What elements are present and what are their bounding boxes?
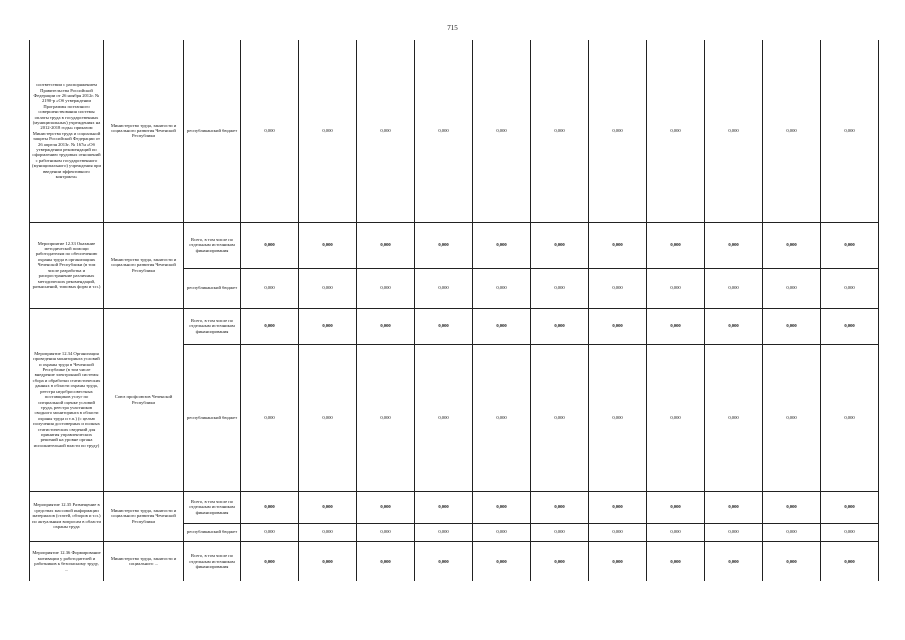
responsible-cell: Министерство труда, занятости и социального ... (104, 541, 184, 581)
amount-cell: 0,000 (531, 541, 589, 581)
amount-cell: 0,000 (473, 523, 531, 541)
amount-cell: 0,000 (415, 344, 473, 491)
amount-cell: 0,000 (473, 541, 531, 581)
amount-cell: 0,000 (299, 523, 357, 541)
amount-cell: 0,000 (589, 491, 647, 523)
amount-cell: 0,000 (299, 268, 357, 308)
amount-cell: 0,000 (241, 40, 299, 222)
budget-table (29, 40, 879, 581)
amount-cell: 0,000 (647, 344, 705, 491)
amount-cell: 0,000 (705, 268, 763, 308)
amount-cell: 0,000 (589, 268, 647, 308)
amount-cell: 0,000 (821, 222, 879, 268)
amount-cell: 0,000 (473, 491, 531, 523)
funding-source-cell: Всего, в том числе по отдельным источникам финансирования (184, 541, 241, 581)
amount-cell: 0,000 (705, 491, 763, 523)
responsible-cell: Союз профсоюзов Чеченской Республики (104, 308, 184, 491)
amount-cell: 0,000 (763, 541, 821, 581)
amount-cell: 0,000 (763, 268, 821, 308)
amount-cell: 0,000 (415, 222, 473, 268)
amount-cell: 0,000 (241, 268, 299, 308)
amount-cell: 0,000 (531, 40, 589, 222)
amount-cell: 0,000 (821, 541, 879, 581)
amount-cell: 0,000 (763, 491, 821, 523)
amount-cell: 0,000 (705, 40, 763, 222)
amount-cell: 0,000 (705, 222, 763, 268)
amount-cell: 0,000 (299, 308, 357, 344)
amount-cell: 0,000 (589, 222, 647, 268)
event-cell: Мероприятие 12.36 Формирование мотивации у работодателей и работников к безопасному труду, ... (30, 541, 104, 581)
amount-cell: 0,000 (241, 344, 299, 491)
amount-cell: 0,000 (531, 491, 589, 523)
amount-cell: 0,000 (299, 491, 357, 523)
amount-cell: 0,000 (647, 541, 705, 581)
amount-cell: 0,000 (763, 344, 821, 491)
amount-cell: 0,000 (821, 523, 879, 541)
funding-source-cell: республиканский бюджет (184, 523, 241, 541)
amount-cell: 0,000 (357, 40, 415, 222)
table-row (30, 491, 879, 523)
amount-cell: 0,000 (299, 541, 357, 581)
amount-cell: 0,000 (241, 308, 299, 344)
event-cell: Мероприятие 12.33 Оказание методической помощи работодателям по обеспечению охраны труда в организациях Чеченской Республики (в том числе разработка и распространение различных методических рекомендаций, разъяснений, типовых форм и т.п.) (30, 222, 104, 308)
page-number: 715 (447, 24, 458, 32)
table-row (30, 222, 879, 268)
event-cell: Мероприятие 12.35 Размещение в средствах массовой информации материалов (статей, обзоров и т.п.) по актуальным вопросам в области охраны труда (30, 491, 104, 541)
budget-table-body (30, 40, 879, 581)
amount-cell: 0,000 (241, 523, 299, 541)
amount-cell: 0,000 (415, 268, 473, 308)
amount-cell: 0,000 (705, 523, 763, 541)
amount-cell: 0,000 (763, 40, 821, 222)
funding-source-cell: Всего, в том числе по отдельным источникам финансирования (184, 491, 241, 523)
amount-cell: 0,000 (705, 344, 763, 491)
amount-cell: 0,000 (647, 308, 705, 344)
table-row (30, 40, 879, 222)
amount-cell: 0,000 (473, 222, 531, 268)
amount-cell: 0,000 (241, 541, 299, 581)
funding-source-cell: Всего, в том числе по отдельным источникам финансирования (184, 308, 241, 344)
funding-source-cell: Всего, в том числе по отдельным источникам финансирования (184, 222, 241, 268)
amount-cell: 0,000 (357, 541, 415, 581)
event-cell: Мероприятие 12.34 Организация проведения мониторинга условий и охраны труда в Чеченской Республике (в том числе внедрение электронной системы сбора и обработки статистических данных в области охраны труда, реестра недобросовестных поставщиков услуг по специальной оценке условий труда, реестра участников сводного мониторинга в области охраны труда и т.п.) (с целью получения достоверных и полных статистических сведений для принятия управленческих решений на уровне органа исполнительной власти по труду) (30, 308, 104, 491)
amount-cell: 0,000 (589, 40, 647, 222)
responsible-cell: Министерство труда, занятости и социального развития Чеченской Республики (104, 491, 184, 541)
amount-cell: 0,000 (415, 40, 473, 222)
amount-cell: 0,000 (531, 268, 589, 308)
amount-cell: 0,000 (357, 491, 415, 523)
amount-cell: 0,000 (473, 40, 531, 222)
funding-source-cell: республиканский бюджет (184, 268, 241, 308)
amount-cell: 0,000 (357, 222, 415, 268)
amount-cell: 0,000 (705, 308, 763, 344)
amount-cell: 0,000 (473, 268, 531, 308)
event-cell: соответствии с распоряжением Правительства Российской Федерации от 26 ноября 2012г. № 2190-р «Об утверждении Программы поэтапного совершенствования системы оплаты труда в государственных (муниципальных) учреждениях на 2012-2018 годы» приказом Министерства труда и социальной защиты Российской Федерации от 26 апреля 2013г. № 167н «Об утверждении рекомендаций по оформлению трудовых отношений с работником государственного (муниципального) учреждения при введении эффективного контракта» (30, 40, 104, 222)
amount-cell: 0,000 (531, 344, 589, 491)
amount-cell: 0,000 (415, 541, 473, 581)
amount-cell: 0,000 (763, 523, 821, 541)
amount-cell: 0,000 (647, 268, 705, 308)
amount-cell: 0,000 (357, 523, 415, 541)
amount-cell: 0,000 (821, 344, 879, 491)
amount-cell: 0,000 (647, 40, 705, 222)
amount-cell: 0,000 (763, 222, 821, 268)
amount-cell: 0,000 (589, 523, 647, 541)
amount-cell: 0,000 (357, 268, 415, 308)
amount-cell: 0,000 (531, 523, 589, 541)
table-row (30, 308, 879, 344)
amount-cell: 0,000 (821, 268, 879, 308)
amount-cell: 0,000 (415, 523, 473, 541)
amount-cell: 0,000 (763, 308, 821, 344)
amount-cell: 0,000 (821, 491, 879, 523)
amount-cell: 0,000 (589, 344, 647, 491)
amount-cell: 0,000 (357, 344, 415, 491)
amount-cell: 0,000 (589, 308, 647, 344)
amount-cell: 0,000 (299, 344, 357, 491)
amount-cell: 0,000 (299, 222, 357, 268)
responsible-cell: Министерство труда, занятости и социального развития Чеченской Республики (104, 222, 184, 308)
amount-cell: 0,000 (589, 541, 647, 581)
responsible-cell: Министерство труда, занятости и социального развития Чеченской Республики (104, 40, 184, 222)
amount-cell: 0,000 (473, 308, 531, 344)
amount-cell: 0,000 (473, 344, 531, 491)
amount-cell: 0,000 (647, 523, 705, 541)
amount-cell: 0,000 (531, 308, 589, 344)
amount-cell: 0,000 (357, 308, 415, 344)
amount-cell: 0,000 (241, 222, 299, 268)
funding-source-cell: республиканский бюджет (184, 40, 241, 222)
amount-cell: 0,000 (299, 40, 357, 222)
amount-cell: 0,000 (415, 308, 473, 344)
amount-cell: 0,000 (705, 541, 763, 581)
amount-cell: 0,000 (821, 308, 879, 344)
amount-cell: 0,000 (241, 491, 299, 523)
funding-source-cell: республиканский бюджет (184, 344, 241, 491)
amount-cell: 0,000 (415, 491, 473, 523)
amount-cell: 0,000 (647, 222, 705, 268)
amount-cell: 0,000 (531, 222, 589, 268)
amount-cell: 0,000 (821, 40, 879, 222)
amount-cell: 0,000 (647, 491, 705, 523)
table-row (30, 541, 879, 581)
